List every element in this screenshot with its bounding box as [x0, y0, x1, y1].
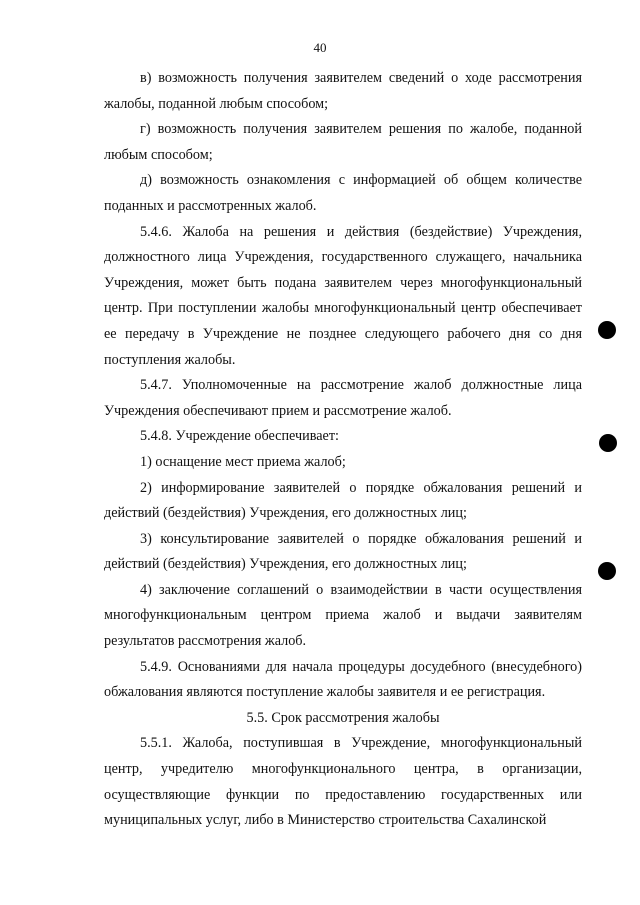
document-body — [104, 66, 582, 834]
list-item: 1) оснащение мест приема жалоб; — [140, 453, 346, 470]
list-item: 2) информирование заявителей о порядке обжалования решений и действий (бездействия) Учреждения, его должностных лиц; — [104, 479, 582, 522]
punch-hole — [598, 321, 616, 339]
page-number: 40 — [313, 40, 327, 55]
paragraph: 5.4.8. Учреждение обеспечивает: — [140, 428, 339, 445]
list-item: 3) консультирование заявителей о порядке обжалования решений и действий (бездействия) Учреждения, его должностных лиц; — [104, 530, 582, 573]
paragraph: 5.4.9. Основаниями для начала процедуры досудебного (внесудебного) обжалования являются поступление жалобы заявителя и ее регистрация. — [104, 658, 582, 701]
paragraph: 5.4.7. Уполномоченные на рассмотрение жалоб должностные лица Учреждения обеспечивают прием и рассмотрение жалоб. — [104, 377, 582, 419]
paragraph: г) возможность получения заявителем решения по жалобе, поданной любым способом; — [104, 121, 582, 163]
list-item: 4) заключение соглашений о взаимодействии в части осуществления многофункциональным центром приема жалоб и выдачи заявителям результатов рассмотрения жалоб. — [104, 581, 582, 650]
punch-hole — [599, 434, 617, 452]
section-heading: 5.5. Срок рассмотрения жалобы — [246, 709, 440, 726]
paragraph: в) возможность получения заявителем сведений о ходе рассмотрения жалобы, поданной любым способом; — [104, 70, 582, 112]
paragraph: 5.5.1. Жалоба, поступившая в Учреждение, многофункциональный центр, учредителю многофункционального центра, в организации, осуществляющие функции по предоставлению государственных или муниципальных услуг, либо в Министерство строительства Сахалинской — [104, 735, 582, 829]
paragraph: д) возможность ознакомления с информацией об общем количестве поданных и рассмотренных жалоб. — [104, 172, 582, 214]
paragraph: 5.4.6. Жалоба на решения и действия (бездействие) Учреждения, должностного лица Учреждения, государственного служащего, начальника Учреждения, может быть подана заявителем через многофункциональный центр. При поступлении жалобы многофункциональный центр обеспечивает ее передачу в Учреждение не позднее следующего рабочего дня со дня поступления жалобы. — [104, 223, 582, 368]
punch-hole — [598, 562, 616, 580]
